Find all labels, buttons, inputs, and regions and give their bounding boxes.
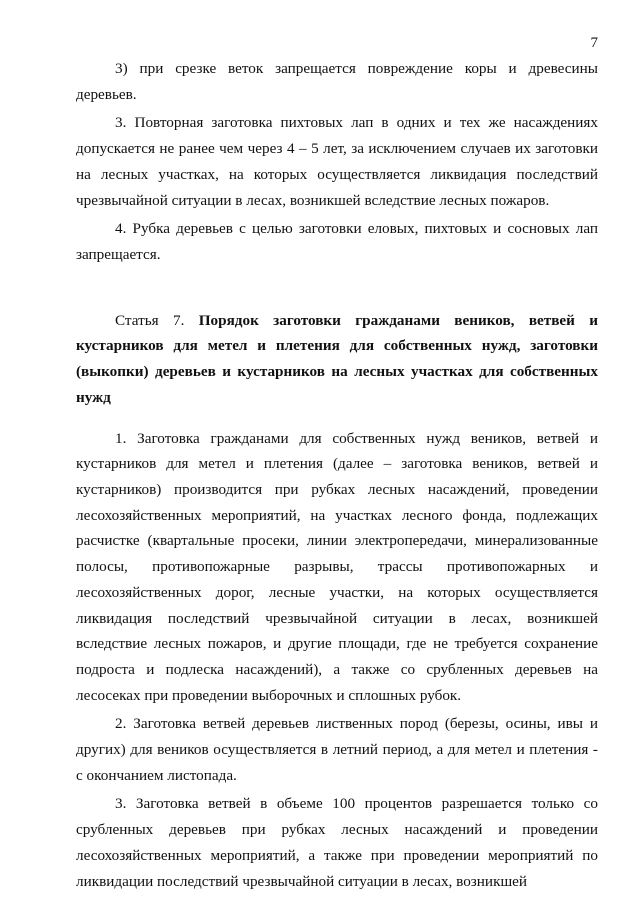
- article-heading: [76, 308, 598, 411]
- paragraph-item-3: 3. Повторная заготовка пихтовых лап в одних и тех же насаждениях допускается не ранее чем через 4 – 5 лет, за исключением случаев их заготовки на лесных участках, на которых осуществляется ликвидация последствий чрезвычайной ситуации в лесах, возникшей вследствие лесных пожаров.: [76, 114, 598, 209]
- article-title: Порядок заготовки гражданами веников, ветвей и кустарников для метел и плетения для собственных нужд, заготовки (выкопки) деревьев и кустарников на лесных участках для собственных нужд: [76, 311, 598, 406]
- page-number: 7: [590, 35, 598, 51]
- paragraph-item-4: 4. Рубка деревьев с целью заготовки еловых, пихтовых и сосновых лап запрещается.: [76, 220, 598, 263]
- document-body: [76, 56, 598, 894]
- article-paragraph-1: 1. Заготовка гражданами для собственных нужд веников, ветвей и кустарников для метел и плетения (далее – заготовка веников, ветвей и кустарников) производится при рубках лесных насаждений, проведении лесохозяйственных мероприятий, на участках лесного фонда, подлежащих расчистке (квартальные просеки, линии электропередачи, минерализованные полосы, противопожарные разрывы, трассы противопожарных и лесохозяйственных дорог, лесные участки, на которых осуществляется ликвидация последствий чрезвычайной ситуации в лесах, возникшей вследствие лесных пожаров, и другие площади, где не требуется сохранение подроста и подлеска насаждений), а также со срубленных деревьев на лесосеках при проведении выборочных и сплошных рубок.: [76, 429, 598, 704]
- article-paragraph-3: 3. Заготовка ветвей в объеме 100 процентов разрешается только со срубленных деревьев при рубках лесных насаждений и проведении лесохозяйственных мероприятий, а также при проведении мероприятий по ликвидации последствий чрезвычайной ситуации в лесах, возникшей: [76, 795, 598, 890]
- article-label: Статья 7.: [115, 311, 185, 329]
- article-paragraph-2: 2. Заготовка ветвей деревьев лиственных пород (березы, осины, ивы и других) для веников осуществляется в летний период, а для метел и плетения - с окончанием листопада.: [76, 715, 598, 784]
- paragraph-subitem-3: 3) при срезке веток запрещается повреждение коры и древесины деревьев.: [76, 60, 598, 103]
